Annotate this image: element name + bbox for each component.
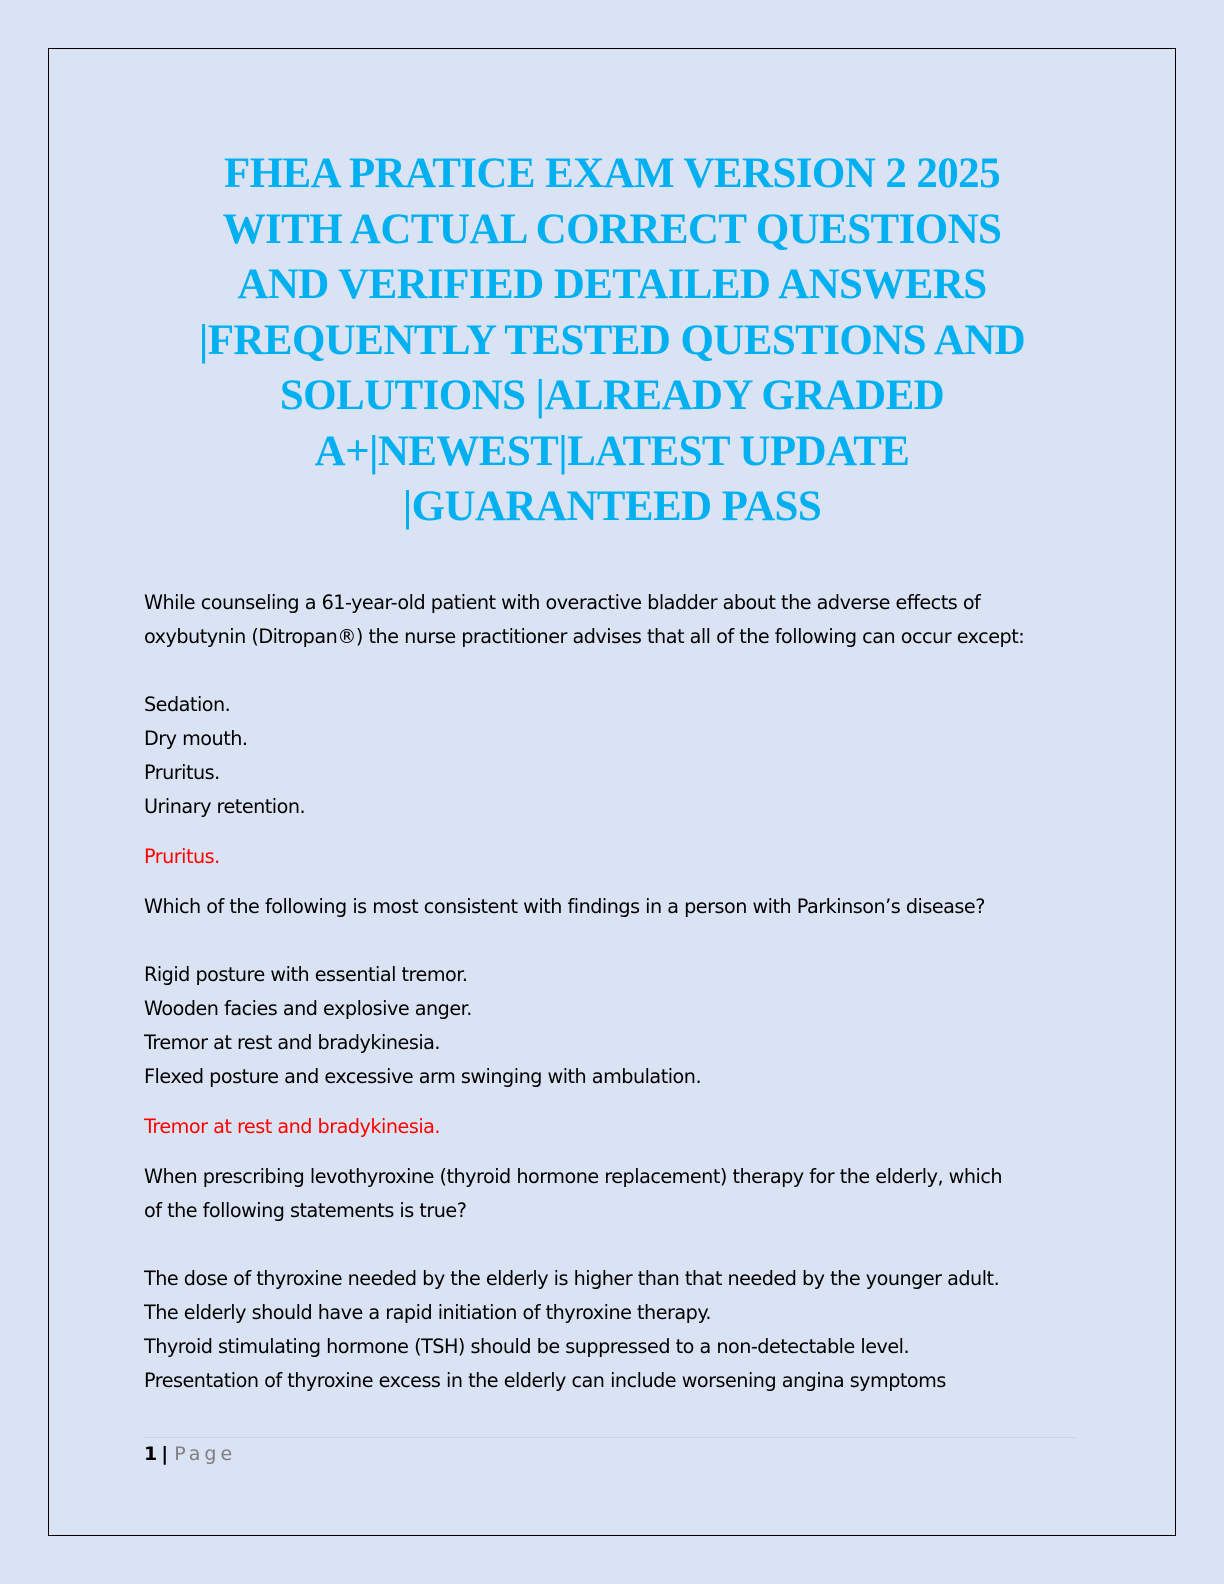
title-line: |FREQUENTLY TESTED QUESTIONS AND: [198, 316, 1026, 364]
question-line: oxybutynin (Ditropan®) the nurse practitioner advises that all of the following can occur except:: [144, 625, 1025, 648]
option-item: Thyroid stimulating hormone (TSH) should be suppressed to a non-detectable level.: [144, 1335, 910, 1358]
option-item: Rigid posture with essential tremor.: [144, 963, 468, 986]
options-list: [144, 958, 1088, 1094]
question-line: While counseling a 61-year-old patient with overactive bladder about the adverse effects of: [144, 591, 981, 614]
question-line: Which of the following is most consistent with findings in a person with Parkinson’s disease?: [144, 895, 985, 918]
question-text: [144, 586, 1088, 654]
option-item: Pruritus.: [144, 761, 220, 784]
question-line: When prescribing levothyroxine (thyroid hormone replacement) therapy for the elderly, which: [144, 1165, 1003, 1188]
option-item: Sedation.: [144, 693, 231, 716]
spacer: [144, 654, 1088, 688]
options-list: [144, 1262, 1088, 1398]
option-item: Wooden facies and explosive anger.: [144, 997, 472, 1020]
spacer: [144, 1228, 1088, 1262]
option-item: The elderly should have a rapid initiation of thyroxine therapy.: [144, 1301, 712, 1324]
exam-content: [144, 586, 1088, 1398]
page-number: 1: [144, 1443, 158, 1465]
title-line: AND VERIFIED DETAILED ANSWERS: [237, 261, 987, 308]
title-line: FHEA PRATICE EXAM VERSION 2 2025: [224, 150, 1000, 197]
title-line: A+|NEWEST|LATEST UPDATE: [314, 427, 910, 475]
option-item: Urinary retention.: [144, 795, 306, 818]
title-line: WITH ACTUAL CORRECT QUESTIONS: [222, 205, 1002, 253]
option-item: Flexed posture and excessive arm swinging with ambulation.: [144, 1065, 702, 1088]
correct-answer: Pruritus.: [144, 845, 220, 868]
option-item: Dry mouth.: [144, 727, 248, 750]
question-text: [144, 1160, 1088, 1228]
options-list: [144, 688, 1088, 824]
option-item: Tremor at rest and bradykinesia.: [144, 1031, 441, 1054]
question-line: of the following statements is true?: [144, 1199, 467, 1222]
question-block: [144, 586, 1088, 874]
document-title: [130, 146, 1094, 535]
correct-answer: Tremor at rest and bradykinesia.: [144, 1115, 441, 1138]
question-text: [144, 890, 1088, 924]
footer-separator: |: [161, 1443, 169, 1465]
spacer: [144, 924, 1088, 958]
option-item: The dose of thyroxine needed by the elderly is higher than that needed by the younger adult.: [144, 1267, 1000, 1290]
page-label: Page: [174, 1443, 237, 1465]
footer-divider: [144, 1437, 1076, 1438]
title-line: |GUARANTEED PASS: [402, 483, 822, 530]
question-block: [144, 890, 1088, 1144]
option-item: Presentation of thyroxine excess in the elderly can include worsening angina symptoms: [144, 1369, 946, 1392]
question-block: [144, 1160, 1088, 1398]
page-footer: [144, 1441, 236, 1467]
title-line: SOLUTIONS |ALREADY GRADED: [279, 372, 945, 419]
